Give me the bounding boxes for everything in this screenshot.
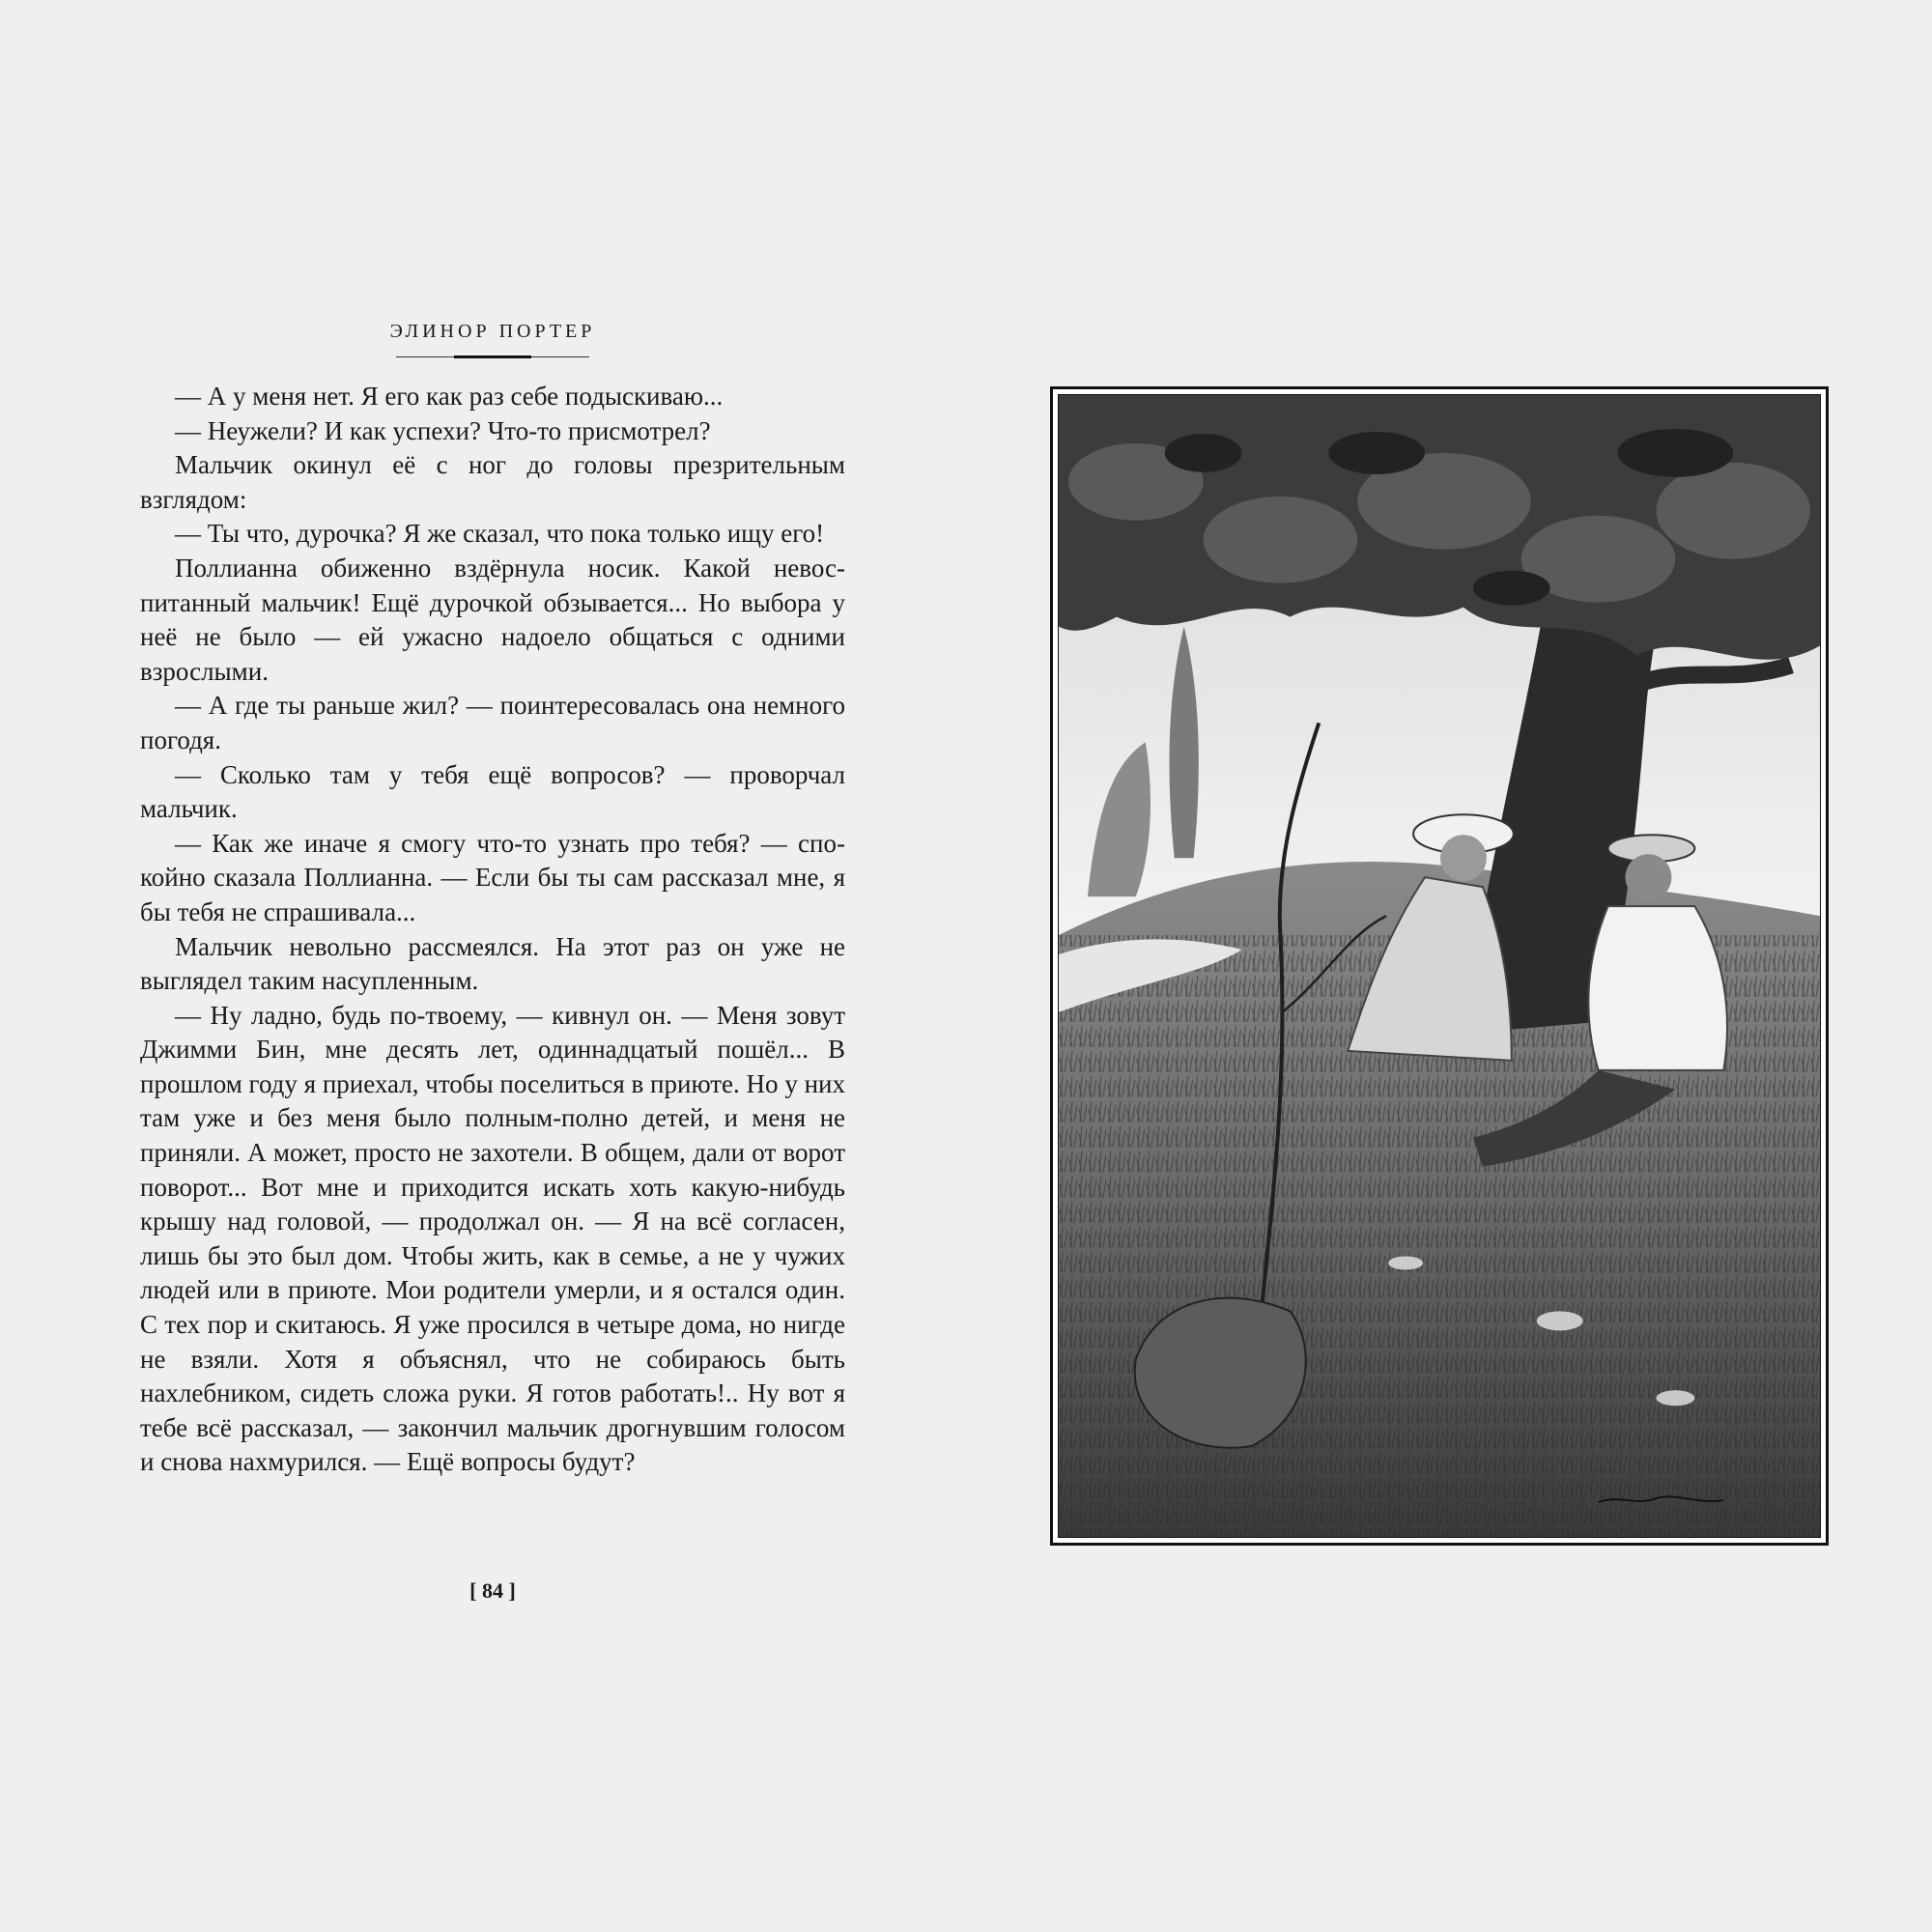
illustration-frame: [1050, 386, 1829, 1546]
page-number: [ 84 ]: [469, 1578, 516, 1603]
paragraph: — Сколько там у тебя ещё вопросов? — проворчал мальчик.: [140, 759, 845, 824]
paragraph: — Ну ладно, будь по-твоему, — кивнул он. — Меня зовут Джимми Бин, мне десять лет, одиннадцатый пошёл... В прошлом году я приехал, чтобы поселиться в приюте. Но у них там уже и без меня было полным-полно детей, и меня не приняли. А может, просто не захотели. В общем, дали от ворот поворот... Вот мне и приходится искать хоть какую-нибудь крышу над головой, — продолжал он. — Я на всё согласен, лишь бы это был дом. Чтобы жить, как в семье, а не у чужих людей или в приюте. Мои родители умерли, и я остался один. С тех пор и скитаюсь. Я уже просился в четыре дома, но нигде не взяли. Хотя я объяснял, что не собираюсь быть нахлебником, сидеть сложа руки. Я готов работать!.. Ну вот я тебе всё рассказал, — закончил мальчик дрогнувшим голосом и снова нахмурился. — Ещё вопросы будут?: [140, 1000, 845, 1477]
paragraph: — Как же иначе я смогу что-то узнать про тебя? — спокойно сказала Поллианна. — Если бы ты сам рассказал мне, я бы тебя не спрашивала...: [140, 828, 845, 926]
paragraph: — А где ты раньше жил? — поинтересовалась она немного погодя.: [140, 691, 845, 754]
left-page: [140, 319, 845, 1480]
running-head-rule: [396, 355, 589, 358]
paragraph: — Ты что, дурочка? Я же сказал, что пока только ищу его!: [175, 519, 825, 549]
paragraph: — А у меня нет. Я его как раз себе подыскиваю...: [175, 382, 724, 411]
body-text: [140, 380, 845, 1480]
paragraph: — Неужели? И как успехи? Что-то присмотрел?: [175, 415, 711, 445]
illustration: [1058, 394, 1821, 1538]
paragraph: Мальчик окинул её с ног до головы презрительным взглядом:: [140, 450, 845, 514]
paragraph: Мальчик невольно рассмеялся. На этот раз он уже не выглядел таким насупленным.: [140, 931, 845, 996]
paragraph: Поллианна обиженно вздёрнула носик. Какой невоспитанный мальчик! Ещё дурочкой обзывается... Но выбора у неё не было — ей ужасно надоело общаться с одними взрослыми.: [140, 553, 845, 686]
running-head: ЭЛИНОР ПОРТЕР: [389, 321, 596, 342]
illustration-drawing: [1059, 395, 1820, 1537]
